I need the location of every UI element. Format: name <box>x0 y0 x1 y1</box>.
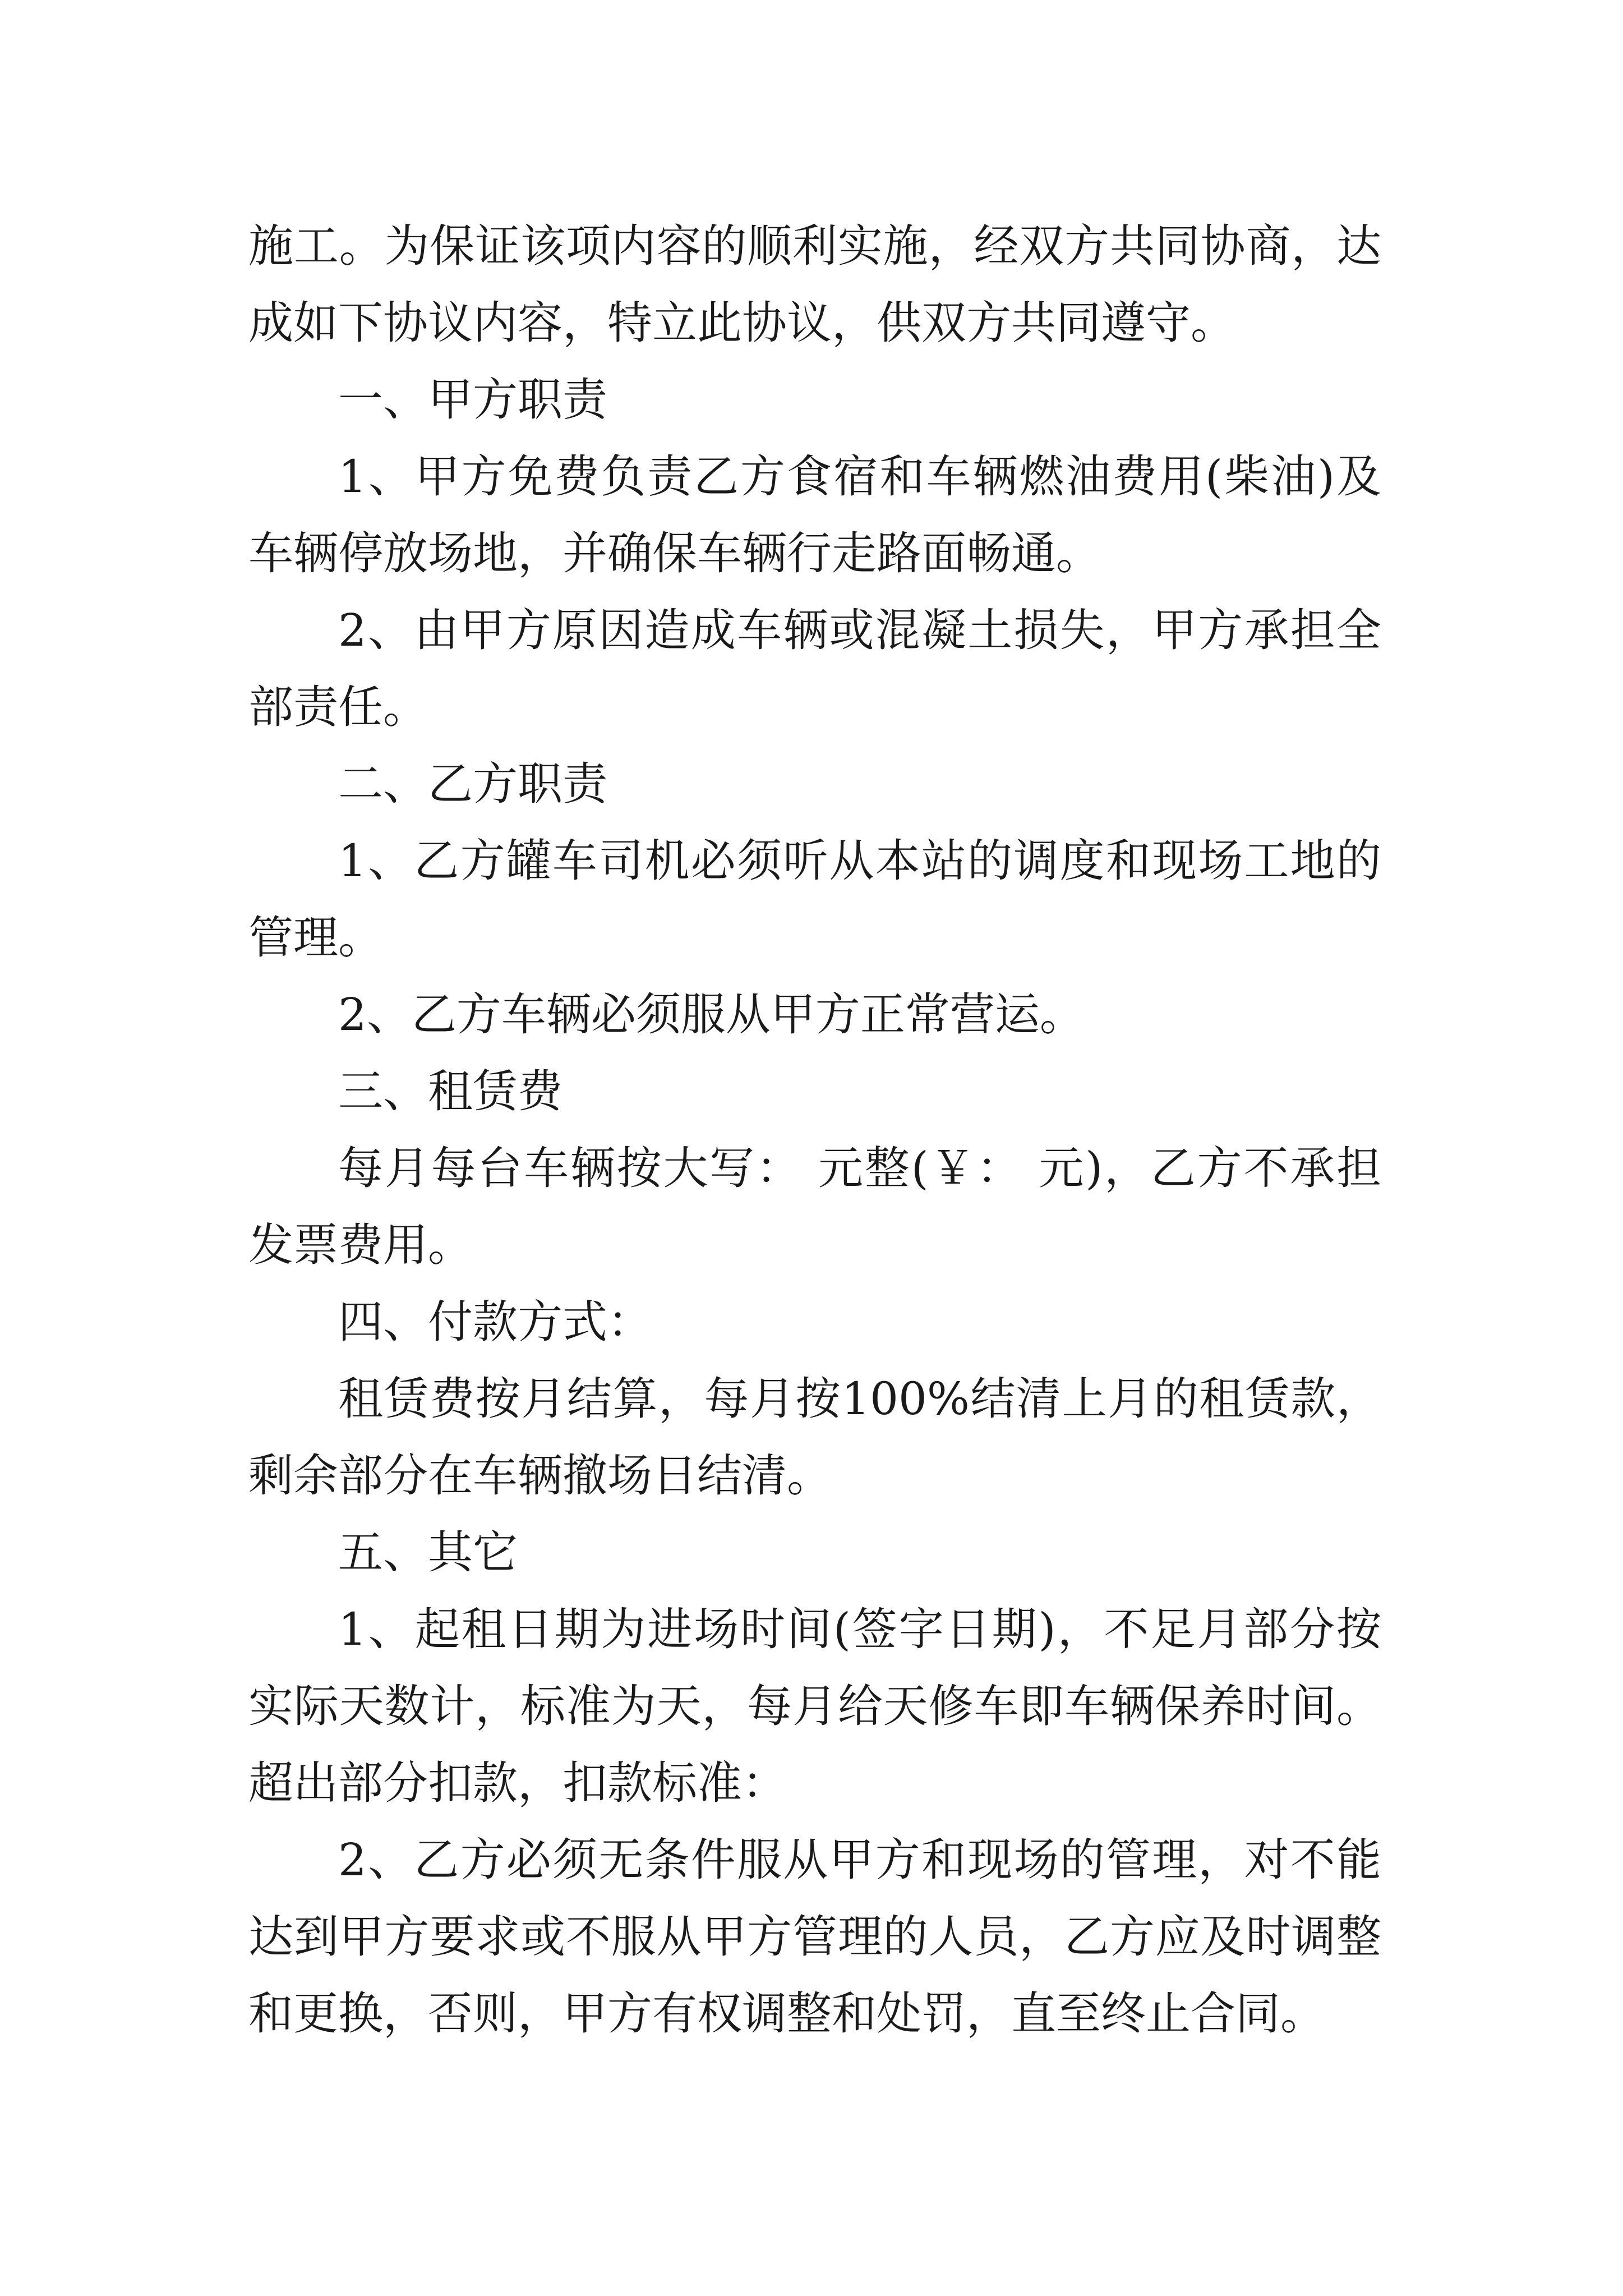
paragraph-payment: 租赁费按月结算，每月按100%结清上月的租赁款，剩余部分在车辆撤场日结清。 <box>248 1373 1381 1502</box>
section-heading-payment: 四、付款方式： <box>338 1296 652 1348</box>
paragraph-other-1: 1、起租日期为进场时间(签字日期)，不足月部分按实际天数计，标准为天，每月给天修车即车辆保养时间。超出部分扣款，扣款标准： <box>248 1603 1381 1809</box>
paragraph-party-a-1: 1、甲方免费负责乙方食宿和车辆燃油费用(柴油)及车辆停放场地，并确保车辆行走路面畅通。 <box>248 450 1381 579</box>
document-body <box>248 208 1381 2052</box>
paragraph-party-b-2: 2、乙方车辆必须服从甲方正常营运。 <box>338 988 1085 1041</box>
paragraph-intro: 施工。为保证该项内容的顺利实施，经双方共同协商，达成如下协议内容，特立此协议，供双方共同遵守。 <box>248 220 1381 349</box>
section-heading-other: 五、其它 <box>338 1526 518 1579</box>
section-heading-party-a: 一、甲方职责 <box>338 374 607 426</box>
paragraph-party-a-2: 2、由甲方原因造成车辆或混凝土损失，甲方承担全部责任。 <box>248 604 1381 733</box>
paragraph-other-2: 2、乙方必须无条件服从甲方和现场的管理，对不能达到甲方要求或不服从甲方管理的人员，乙方应及时调整和更换，否则，甲方有权调整和处罚，直至终止合同。 <box>248 1834 1381 2040</box>
section-heading-rental-fee: 三、租赁费 <box>338 1065 562 1117</box>
section-heading-party-b: 二、乙方职责 <box>338 758 607 810</box>
paragraph-party-b-1: 1、乙方罐车司机必须听从本站的调度和现场工地的管理。 <box>248 835 1381 964</box>
paragraph-rental-fee: 每月每台车辆按大写： 元整(￥： 元)，乙方不承担发票费用。 <box>248 1142 1381 1271</box>
